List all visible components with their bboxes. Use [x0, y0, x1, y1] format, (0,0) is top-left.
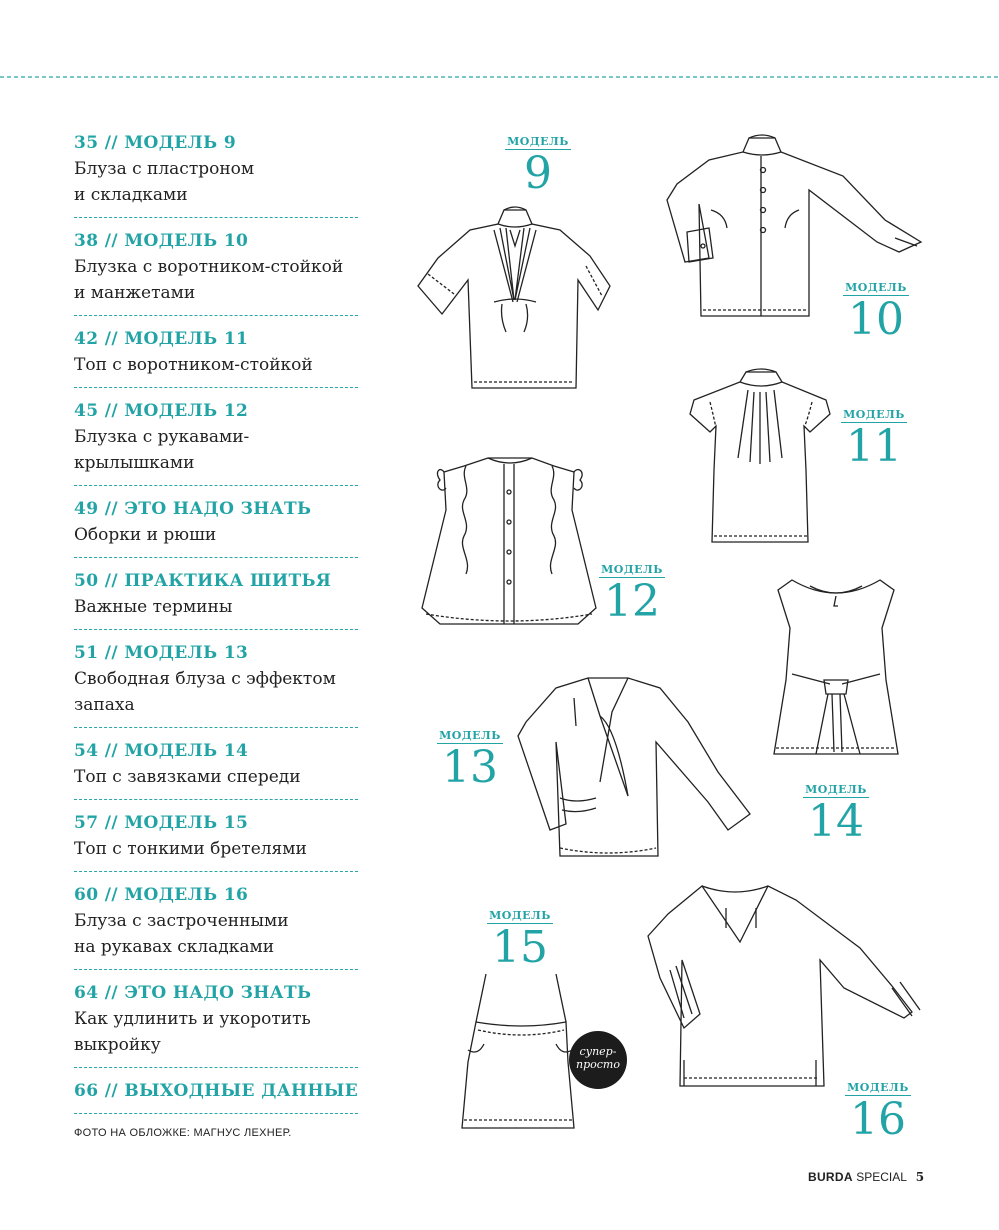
toc-title-line: Топ с тонкими бретелями: [74, 839, 307, 859]
toc-section: МОДЕЛЬ 11: [124, 329, 249, 349]
badge-line-2: просто: [576, 1058, 620, 1071]
toc-separator: //: [104, 983, 119, 1003]
toc-title-line: Важные термины: [74, 597, 233, 617]
toc-section: МОДЕЛЬ 15: [124, 813, 249, 833]
model-11-label: [836, 403, 912, 472]
model-10-label: [838, 276, 914, 345]
model-number: 14: [808, 796, 864, 847]
toc-page: 57: [74, 813, 99, 833]
toc-page: 51: [74, 643, 99, 663]
model-number: 12: [604, 576, 660, 627]
model-16-drawing[interactable]: [648, 878, 944, 1090]
toc-entry[interactable]: [74, 638, 358, 728]
model-word: МОДЕЛЬ: [847, 1081, 909, 1094]
toc-title-line: Блузка с воротником-стойкой: [74, 257, 344, 277]
toc-page: 45: [74, 401, 99, 421]
toc-page: 66: [74, 1081, 99, 1101]
model-number: 9: [524, 148, 552, 199]
toc-title-line: запаха: [74, 695, 135, 715]
model-number: 10: [848, 294, 904, 345]
toc-entry[interactable]: [74, 880, 358, 970]
model-16-label: [840, 1076, 916, 1145]
toc-section: МОДЕЛЬ 13: [124, 643, 249, 663]
toc-separator: //: [104, 133, 119, 153]
model-word: МОДЕЛЬ: [805, 783, 867, 796]
toc-title-line: Свободная блуза с эффектом: [74, 669, 336, 689]
toc-section: МОДЕЛЬ 9: [124, 133, 237, 153]
page-number: 5: [915, 1170, 925, 1184]
toc-title-line: и манжетами: [74, 283, 196, 303]
toc-entry[interactable]: [74, 808, 358, 872]
toc-title-line: Как удлинить и укоротить: [74, 1009, 311, 1029]
toc-section: ПРАКТИКА ШИТЬЯ: [124, 571, 332, 591]
model-9-drawing[interactable]: [414, 200, 614, 392]
toc-separator: //: [104, 813, 119, 833]
toc-entry[interactable]: [74, 566, 358, 630]
toc-entry[interactable]: [74, 226, 358, 316]
toc-separator: //: [104, 231, 119, 251]
toc-title-line: и складками: [74, 185, 188, 205]
table-of-contents: [74, 128, 358, 1122]
model-15-label: [482, 904, 558, 973]
toc-separator: //: [104, 643, 119, 663]
toc-separator: //: [104, 401, 119, 421]
model-13-drawing[interactable]: [516, 672, 754, 862]
model-14-label: [798, 778, 874, 847]
toc-page: 38: [74, 231, 99, 251]
toc-page: 64: [74, 983, 99, 1003]
toc-page: 42: [74, 329, 99, 349]
toc-page: 49: [74, 499, 99, 519]
model-number: 16: [850, 1094, 906, 1145]
toc-entry[interactable]: [74, 396, 358, 486]
toc-entry[interactable]: [74, 978, 358, 1068]
toc-title-line: выкройку: [74, 1035, 161, 1055]
toc-separator: //: [104, 885, 119, 905]
model-12-label: [594, 558, 670, 627]
toc-title-line: крылышками: [74, 453, 195, 473]
toc-title-line: Оборки и рюши: [74, 525, 217, 545]
model-number: 15: [492, 922, 548, 973]
cover-photo-credit: ФОТО НА ОБЛОЖКЕ: МАГНУС ЛЕХНЕР.: [74, 1127, 292, 1139]
model-12-drawing[interactable]: [420, 452, 600, 630]
toc-separator: //: [104, 741, 119, 761]
model-word: МОДЕЛЬ: [489, 909, 551, 922]
toc-title-line: Блузка с рукавами-: [74, 427, 250, 447]
toc-entry[interactable]: [74, 324, 358, 388]
toc-title-line: Блуза с пластроном: [74, 159, 255, 179]
model-9-label: [500, 130, 576, 199]
toc-page: 35: [74, 133, 99, 153]
toc-page: 50: [74, 571, 99, 591]
footer-sub: SPECIAL: [856, 1170, 907, 1184]
model-number: 13: [442, 742, 498, 793]
model-number: 11: [846, 421, 902, 472]
footer-brand: BURDA: [808, 1170, 853, 1184]
model-word: МОДЕЛЬ: [507, 135, 569, 148]
super-simple-badge: [569, 1031, 627, 1089]
model-13-label: [432, 724, 508, 793]
model-14-drawing[interactable]: [772, 576, 900, 758]
model-15-drawing[interactable]: [456, 970, 586, 1132]
toc-section: ВЫХОДНЫЕ ДАННЫЕ: [124, 1081, 359, 1101]
toc-section: МОДЕЛЬ 12: [124, 401, 249, 421]
toc-page: 60: [74, 885, 99, 905]
toc-separator: //: [104, 329, 119, 349]
toc-separator: //: [104, 499, 119, 519]
model-word: МОДЕЛЬ: [843, 408, 905, 421]
model-word: МОДЕЛЬ: [439, 729, 501, 742]
toc-entry[interactable]: [74, 736, 358, 800]
model-11-drawing[interactable]: [690, 366, 832, 546]
toc-section: МОДЕЛЬ 10: [124, 231, 249, 251]
toc-separator: //: [104, 1081, 119, 1101]
toc-entry[interactable]: [74, 1076, 358, 1114]
top-dashed-rule: [0, 76, 999, 78]
toc-section: МОДЕЛЬ 16: [124, 885, 249, 905]
toc-entry[interactable]: [74, 494, 358, 558]
toc-section: МОДЕЛЬ 14: [124, 741, 249, 761]
badge-line-1: супер-: [579, 1045, 617, 1058]
toc-title-line: на рукавах складками: [74, 937, 275, 957]
toc-section: ЭТО НАДО ЗНАТЬ: [124, 499, 312, 519]
toc-title-line: Блуза с застроченными: [74, 911, 289, 931]
model-word: МОДЕЛЬ: [601, 563, 663, 576]
toc-entry[interactable]: [74, 128, 358, 218]
toc-separator: //: [104, 571, 119, 591]
toc-title-line: Топ с воротником-стойкой: [74, 355, 313, 375]
model-word: МОДЕЛЬ: [845, 281, 907, 294]
toc-page: 54: [74, 741, 99, 761]
page-footer: [808, 1170, 924, 1184]
toc-title-line: Топ с завязками спереди: [74, 767, 301, 787]
toc-section: ЭТО НАДО ЗНАТЬ: [124, 983, 312, 1003]
